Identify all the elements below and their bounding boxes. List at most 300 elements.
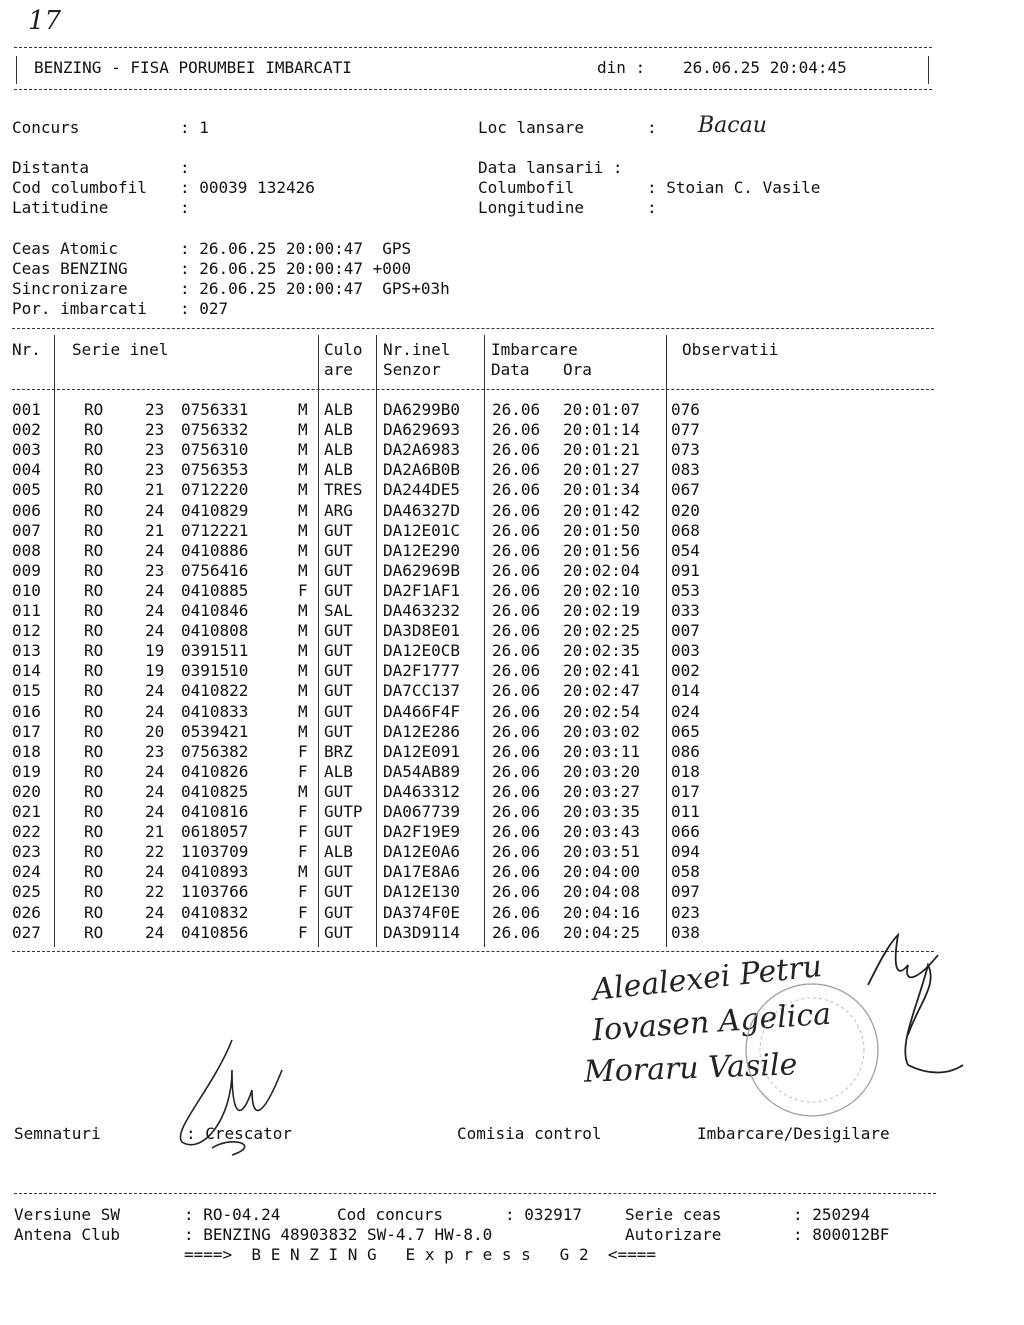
row-ring: 1103709: [181, 842, 249, 862]
row-date: 26.06: [492, 781, 541, 801]
row-color: GUT: [324, 661, 353, 681]
row-obs: 018: [671, 761, 700, 781]
row-sensor: DA12E091: [383, 741, 461, 761]
row-nr: 021: [12, 802, 41, 821]
ceas-atomic-value: : 26.06.25 20:00:47 GPS: [180, 239, 412, 258]
table-row: [0, 762, 940, 782]
row-nr: 001: [12, 400, 41, 419]
row-color: GUT: [324, 560, 353, 580]
row-time: 20:03:43: [563, 822, 641, 842]
table-row: [0, 440, 940, 460]
row-nr: 023: [12, 842, 41, 862]
header-bottom-border: [14, 89, 932, 90]
autorizare-value: : 800012BF: [793, 1225, 890, 1244]
row-nr: 002: [12, 420, 41, 440]
row-sensor: DA54AB89: [383, 761, 461, 781]
row-year: 24: [145, 540, 165, 560]
col-header-culoare: Culo: [324, 340, 363, 359]
row-nr: 009: [12, 560, 41, 580]
row-ring: 0410829: [181, 500, 249, 520]
row-sensor: DA629693: [383, 420, 461, 440]
row-ring: 0756332: [181, 420, 249, 440]
row-obs: 067: [671, 480, 700, 500]
table-row: [0, 842, 940, 862]
row-ring: 0410846: [181, 601, 249, 620]
row-ring: 0391510: [181, 661, 249, 681]
row-date: 26.06: [492, 862, 541, 882]
semnaturi-label: Semnaturi: [14, 1124, 101, 1143]
row-obs: 097: [671, 882, 700, 902]
row-ring: 0410886: [181, 540, 249, 560]
table-row: [0, 601, 940, 621]
row-sensor: DA7CC137: [383, 681, 461, 701]
col-header-imbarcare: Imbarcare: [491, 340, 578, 359]
col-header-ora: Ora: [563, 360, 592, 379]
table-row: [0, 681, 940, 701]
inspector-signature-scribble: [848, 925, 968, 1105]
row-ring: 0712220: [181, 480, 249, 500]
serie-ceas-label: Serie ceas: [625, 1205, 722, 1224]
row-obs: 014: [671, 681, 700, 701]
row-country: RO: [84, 882, 104, 902]
row-country: RO: [84, 721, 104, 741]
row-ring: 0756310: [181, 440, 249, 460]
table-row: [0, 420, 940, 440]
row-sensor: DA2F19E9: [383, 822, 461, 842]
col-header-senzor: Senzor: [383, 360, 441, 379]
row-color: GUT: [324, 902, 353, 922]
row-date: 26.06: [492, 440, 541, 460]
row-time: 20:01:50: [563, 520, 641, 540]
ceas-benzing-value: : 26.06.25 20:00:47 +000: [180, 259, 412, 278]
cod-columbofil-value: : 00039 132426: [180, 178, 315, 197]
row-sensor: DA12E0A6: [383, 842, 461, 862]
versiune-sw-value: : RO-04.24: [184, 1205, 281, 1224]
row-country: RO: [84, 560, 104, 580]
row-color: TRES: [324, 480, 363, 500]
row-date: 26.06: [492, 802, 541, 821]
row-color: GUT: [324, 701, 353, 721]
row-nr: 005: [12, 480, 41, 500]
row-country: RO: [84, 741, 104, 761]
crescator-label: : Crescator: [186, 1124, 292, 1143]
table-row: [0, 661, 940, 681]
row-year: 23: [145, 741, 165, 761]
row-time: 20:03:20: [563, 761, 641, 781]
row-year: 24: [145, 621, 165, 641]
row-obs: 011: [671, 802, 700, 821]
row-sensor: DA2F1AF1: [383, 580, 461, 600]
row-nr: 024: [12, 862, 41, 882]
data-lansarii-label: Data lansarii :: [478, 158, 623, 177]
row-ring: 0391511: [181, 641, 249, 661]
row-country: RO: [84, 701, 104, 721]
commission-signature-1: Alealexei Petru: [590, 949, 824, 1008]
row-sensor: DA12E01C: [383, 520, 461, 540]
row-date: 26.06: [492, 922, 541, 942]
row-time: 20:02:54: [563, 701, 641, 721]
row-nr: 015: [12, 681, 41, 701]
row-country: RO: [84, 480, 104, 500]
row-year: 23: [145, 440, 165, 460]
col-header-culoare-2: are: [324, 360, 353, 379]
row-color: GUT: [324, 621, 353, 641]
row-country: RO: [84, 681, 104, 701]
table-row: [0, 521, 940, 541]
row-year: 23: [145, 460, 165, 480]
row-sensor: DA3D9114: [383, 922, 461, 942]
row-obs: 076: [671, 400, 700, 419]
row-sensor: DA6299B0: [383, 400, 461, 419]
row-sex: F: [298, 761, 308, 781]
row-country: RO: [84, 601, 104, 620]
row-nr: 011: [12, 601, 41, 620]
row-color: ALB: [324, 761, 353, 781]
col-header-observatii: Observatii: [682, 340, 779, 359]
row-sex: M: [298, 460, 308, 480]
row-year: 21: [145, 480, 165, 500]
loc-lansare-label: Loc lansare: [478, 118, 584, 137]
row-nr: 020: [12, 781, 41, 801]
latitudine-value: :: [180, 198, 190, 217]
table-row: [0, 480, 940, 500]
row-year: 24: [145, 902, 165, 922]
row-sex: F: [298, 580, 308, 600]
row-obs: 038: [671, 922, 700, 942]
row-obs: 007: [671, 621, 700, 641]
antena-club-value: : BENZING 48903832 SW-4.7 HW-8.0: [184, 1225, 493, 1244]
table-row: [0, 460, 940, 480]
comisia-control-label: Comisia control: [457, 1124, 602, 1143]
row-time: 20:02:19: [563, 601, 641, 620]
row-year: 19: [145, 641, 165, 661]
row-obs: 066: [671, 822, 700, 842]
row-date: 26.06: [492, 540, 541, 560]
row-sex: F: [298, 882, 308, 902]
row-obs: 020: [671, 500, 700, 520]
row-nr: 012: [12, 621, 41, 641]
document-title: BENZING - FISA PORUMBEI IMBARCATI: [34, 58, 352, 77]
row-sex: M: [298, 520, 308, 540]
row-sex: M: [298, 701, 308, 721]
row-sex: F: [298, 922, 308, 942]
row-nr: 014: [12, 661, 41, 681]
row-sex: M: [298, 500, 308, 520]
row-year: 21: [145, 822, 165, 842]
row-ring: 0756331: [181, 400, 249, 419]
row-sex: M: [298, 480, 308, 500]
header-din-label: din :: [597, 58, 646, 77]
row-ring: 0410893: [181, 862, 249, 882]
row-date: 26.06: [492, 761, 541, 781]
row-sex: M: [298, 621, 308, 641]
row-ring: 0756353: [181, 460, 249, 480]
col-header-nr: Nr.: [12, 340, 41, 359]
row-nr: 019: [12, 761, 41, 781]
row-time: 20:02:41: [563, 661, 641, 681]
row-date: 26.06: [492, 520, 541, 540]
cod-concurs-value: : 032917: [505, 1205, 583, 1224]
row-sensor: DA12E286: [383, 721, 461, 741]
row-sensor: DA12E290: [383, 540, 461, 560]
row-ring: 0410885: [181, 580, 249, 600]
row-sex: M: [298, 400, 308, 419]
row-time: 20:02:10: [563, 580, 641, 600]
row-time: 20:03:02: [563, 721, 641, 741]
row-date: 26.06: [492, 842, 541, 862]
row-ring: 1103766: [181, 882, 249, 902]
row-date: 26.06: [492, 701, 541, 721]
row-obs: 024: [671, 701, 700, 721]
row-country: RO: [84, 420, 104, 440]
row-year: 24: [145, 802, 165, 821]
row-country: RO: [84, 761, 104, 781]
row-year: 21: [145, 520, 165, 540]
row-year: 24: [145, 701, 165, 721]
table-row: [0, 400, 940, 420]
row-sensor: DA12E0CB: [383, 641, 461, 661]
row-obs: 002: [671, 661, 700, 681]
row-ring: 0756382: [181, 741, 249, 761]
row-sensor: DA17E8A6: [383, 862, 461, 882]
longitudine-value: :: [647, 198, 657, 217]
row-obs: 058: [671, 862, 700, 882]
row-year: 19: [145, 661, 165, 681]
row-country: RO: [84, 460, 104, 480]
row-date: 26.06: [492, 661, 541, 681]
row-color: SAL: [324, 601, 353, 620]
row-year: 24: [145, 922, 165, 942]
row-country: RO: [84, 621, 104, 641]
table-row: [0, 822, 940, 842]
header-left-border: [16, 56, 17, 84]
row-color: ALB: [324, 842, 353, 862]
table-row: [0, 581, 940, 601]
col-header-nr-inel: Nr.inel: [383, 340, 451, 359]
row-time: 20:03:35: [563, 802, 641, 821]
table-row: [0, 561, 940, 581]
row-country: RO: [84, 520, 104, 540]
row-sensor: DA466F4F: [383, 701, 461, 721]
row-time: 20:01:34: [563, 480, 641, 500]
row-date: 26.06: [492, 681, 541, 701]
sincronizare-label: Sincronizare: [12, 279, 128, 298]
row-sex: M: [298, 420, 308, 440]
table-row: [0, 501, 940, 521]
row-date: 26.06: [492, 420, 541, 440]
table-row: [0, 541, 940, 561]
row-date: 26.06: [492, 480, 541, 500]
row-ring: 0410833: [181, 701, 249, 721]
concurs-label: Concurs: [12, 118, 80, 137]
row-sex: F: [298, 902, 308, 922]
row-time: 20:04:25: [563, 922, 641, 942]
row-ring: 0410816: [181, 802, 249, 821]
table-row: [0, 621, 940, 641]
row-nr: 010: [12, 580, 41, 600]
row-color: GUT: [324, 580, 353, 600]
row-color: ALB: [324, 420, 353, 440]
commission-signature-3: Moraru Vasile: [583, 1047, 798, 1090]
row-ring: 0410825: [181, 781, 249, 801]
row-nr: 003: [12, 440, 41, 460]
row-sensor: DA2F1777: [383, 661, 461, 681]
row-nr: 008: [12, 540, 41, 560]
row-sex: M: [298, 721, 308, 741]
row-ring: 0618057: [181, 822, 249, 842]
row-nr: 026: [12, 902, 41, 922]
row-country: RO: [84, 862, 104, 882]
row-country: RO: [84, 781, 104, 801]
row-time: 20:01:21: [563, 440, 641, 460]
row-nr: 027: [12, 922, 41, 942]
antena-club-label: Antena Club: [14, 1225, 120, 1244]
row-sex: M: [298, 601, 308, 620]
row-time: 20:01:27: [563, 460, 641, 480]
header-right-border: [928, 56, 929, 84]
row-color: ARG: [324, 500, 353, 520]
row-date: 26.06: [492, 400, 541, 419]
row-time: 20:01:56: [563, 540, 641, 560]
row-color: GUT: [324, 922, 353, 942]
row-date: 26.06: [492, 460, 541, 480]
footer-top-border: [14, 1193, 936, 1194]
row-color: GUTP: [324, 802, 363, 821]
table-top-border: [12, 328, 934, 329]
row-sex: M: [298, 681, 308, 701]
table-row: [0, 742, 940, 762]
row-year: 24: [145, 601, 165, 620]
concurs-value: : 1: [180, 118, 209, 137]
distanta-value: :: [180, 158, 190, 177]
row-date: 26.06: [492, 580, 541, 600]
row-color: GUT: [324, 540, 353, 560]
handwritten-page-number: 17: [28, 6, 62, 36]
row-date: 26.06: [492, 641, 541, 661]
row-color: GUT: [324, 721, 353, 741]
row-year: 24: [145, 862, 165, 882]
row-nr: 013: [12, 641, 41, 661]
row-time: 20:01:42: [563, 500, 641, 520]
row-time: 20:03:11: [563, 741, 641, 761]
row-color: GUT: [324, 882, 353, 902]
row-country: RO: [84, 842, 104, 862]
row-color: GUT: [324, 681, 353, 701]
longitudine-label: Longitudine: [478, 198, 584, 217]
row-nr: 007: [12, 520, 41, 540]
row-obs: 003: [671, 641, 700, 661]
loc-lansare-sep: :: [647, 118, 657, 137]
row-obs: 091: [671, 560, 700, 580]
row-sensor: DA2A6983: [383, 440, 461, 460]
row-date: 26.06: [492, 721, 541, 741]
row-ring: 0539421: [181, 721, 249, 741]
row-obs: 077: [671, 420, 700, 440]
col-header-serie-inel: Serie inel: [72, 340, 169, 359]
row-color: GUT: [324, 781, 353, 801]
row-obs: 065: [671, 721, 700, 741]
row-time: 20:02:25: [563, 621, 641, 641]
row-sensor: DA2A6B0B: [383, 460, 461, 480]
row-ring: 0410808: [181, 621, 249, 641]
table-header-bottom-border: [12, 389, 934, 390]
ceas-benzing-label: Ceas BENZING: [12, 259, 128, 278]
row-country: RO: [84, 641, 104, 661]
autorizare-label: Autorizare: [625, 1225, 722, 1244]
table-row: [0, 862, 940, 882]
row-country: RO: [84, 540, 104, 560]
row-color: GUT: [324, 862, 353, 882]
row-obs: 068: [671, 520, 700, 540]
benzing-express-banner: ====> B E N Z I N G E x p r e s s G 2 <====: [184, 1245, 657, 1264]
table-row: [0, 722, 940, 742]
row-time: 20:03:27: [563, 781, 641, 801]
row-sensor: DA12E130: [383, 882, 461, 902]
row-nr: 017: [12, 721, 41, 741]
row-ring: 0410826: [181, 761, 249, 781]
row-obs: 083: [671, 460, 700, 480]
row-time: 20:04:08: [563, 882, 641, 902]
row-sex: M: [298, 661, 308, 681]
header-din-value: 26.06.25 20:04:45: [683, 58, 847, 77]
col-header-data: Data: [491, 360, 530, 379]
serie-ceas-value: : 250294: [793, 1205, 871, 1224]
sincronizare-value: : 26.06.25 20:00:47 GPS+03h: [180, 279, 450, 298]
row-sensor: DA46327D: [383, 500, 461, 520]
cod-columbofil-label: Cod columbofil: [12, 178, 147, 197]
row-sensor: DA463312: [383, 781, 461, 801]
row-country: RO: [84, 500, 104, 520]
row-ring: 0756416: [181, 560, 249, 580]
row-sensor: DA463232: [383, 601, 461, 620]
columbofil-value: : Stoian C. Vasile: [647, 178, 821, 197]
versiune-sw-label: Versiune SW: [14, 1205, 120, 1224]
row-nr: 006: [12, 500, 41, 520]
header-top-border: [14, 47, 932, 48]
row-obs: 017: [671, 781, 700, 801]
row-sensor: DA244DE5: [383, 480, 461, 500]
row-nr: 004: [12, 460, 41, 480]
commission-signature-2: Iovasen Agelica: [591, 996, 833, 1049]
columbofil-label: Columbofil: [478, 178, 575, 197]
row-date: 26.06: [492, 500, 541, 520]
row-country: RO: [84, 902, 104, 922]
row-sensor: DA067739: [383, 802, 461, 821]
row-country: RO: [84, 400, 104, 419]
row-obs: 053: [671, 580, 700, 600]
ceas-atomic-label: Ceas Atomic: [12, 239, 118, 258]
table-row: [0, 641, 940, 661]
row-time: 20:01:14: [563, 420, 641, 440]
row-time: 20:03:51: [563, 842, 641, 862]
row-nr: 022: [12, 822, 41, 842]
loc-lansare-value: Bacau: [698, 113, 767, 138]
row-ring: 0712221: [181, 520, 249, 540]
row-time: 20:04:00: [563, 862, 641, 882]
row-country: RO: [84, 822, 104, 842]
row-country: RO: [84, 922, 104, 942]
row-obs: 054: [671, 540, 700, 560]
table-row: [0, 702, 940, 722]
row-color: ALB: [324, 400, 353, 419]
row-sensor: DA374F0E: [383, 902, 461, 922]
row-color: BRZ: [324, 741, 353, 761]
row-year: 23: [145, 400, 165, 419]
row-ring: 0410832: [181, 902, 249, 922]
row-obs: 023: [671, 902, 700, 922]
row-sex: M: [298, 540, 308, 560]
row-year: 24: [145, 761, 165, 781]
